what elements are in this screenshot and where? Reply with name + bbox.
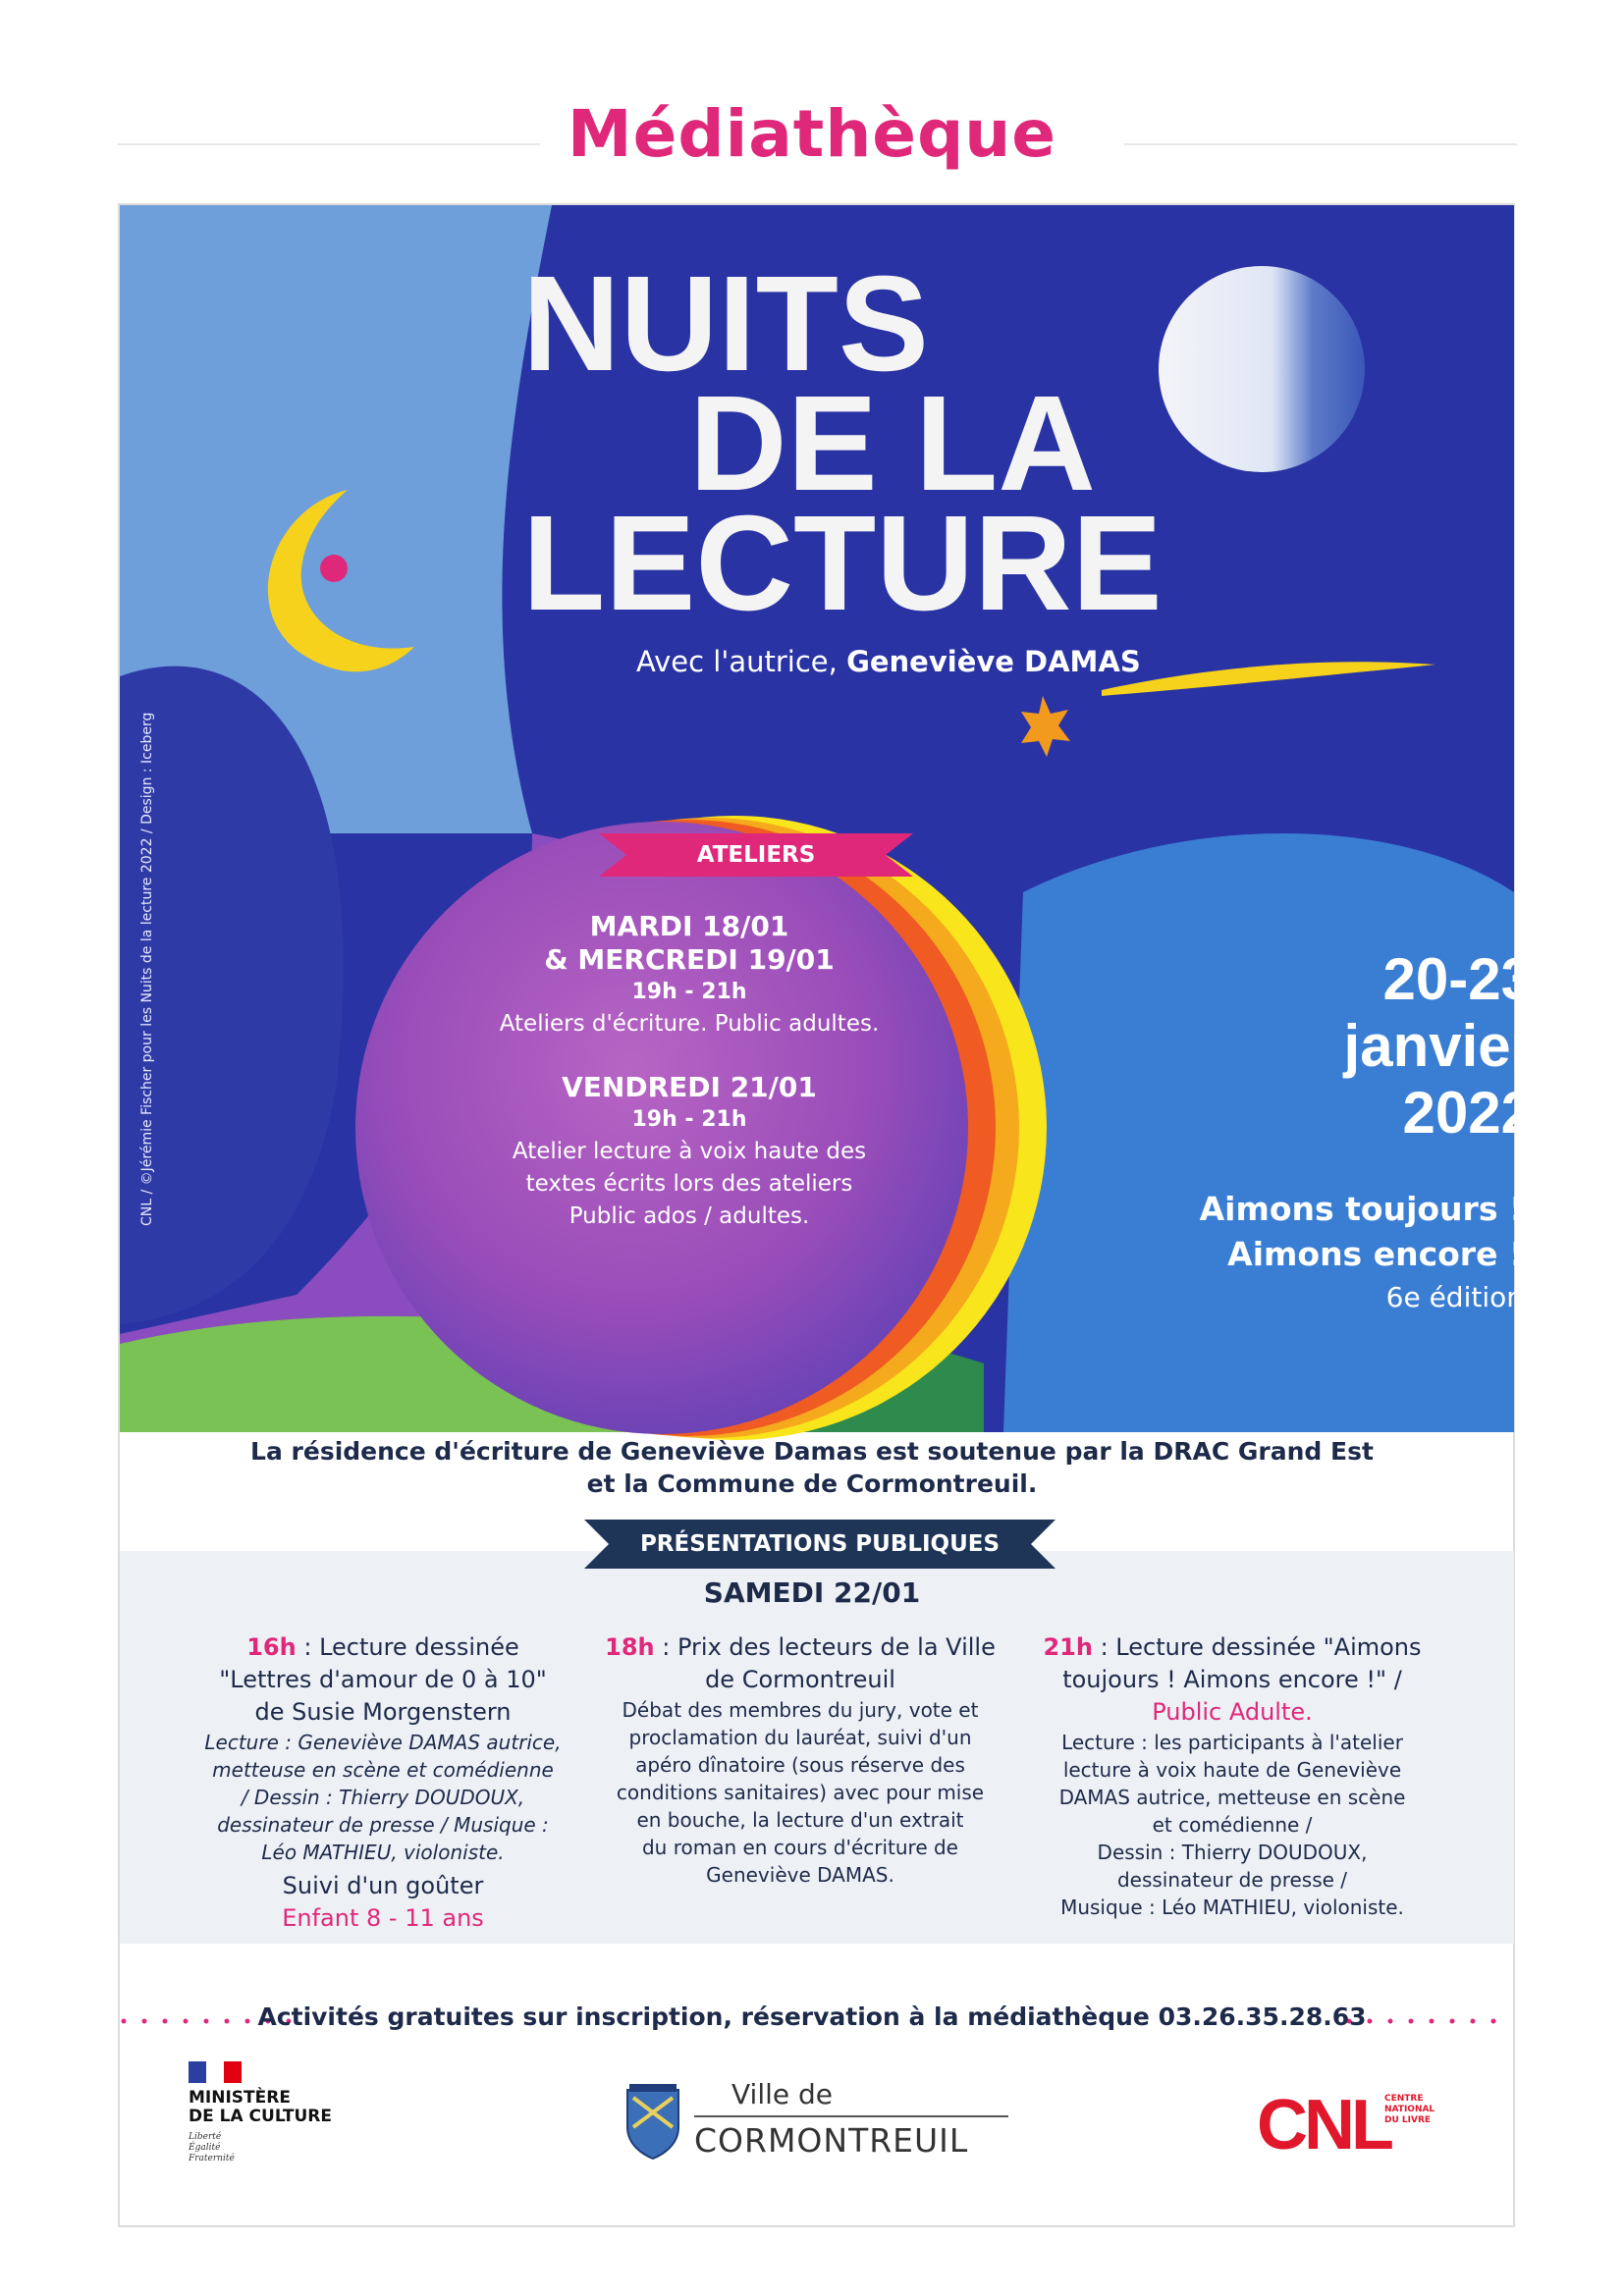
presentations-tag (584, 1520, 1056, 1569)
ville-label-2: CORMONTREUIL (694, 2121, 969, 2160)
session-21h-detail-4: et comédienne / (1152, 1813, 1313, 1837)
session-16h-detail-4: dessinateur de presse / Musique : (217, 1813, 549, 1837)
session-21h-title-1: : Lecture dessinée "Aimons (1092, 1633, 1422, 1661)
ville-cormontreuil-logo (623, 2076, 1016, 2174)
cnl-sub-3: DU LIVRE (1384, 2115, 1432, 2125)
ville-label-1: Ville de (731, 2078, 834, 2110)
session-18h-detail-4: conditions sanitaires) avec pour mise (616, 1781, 985, 1804)
ministere-line-1: MINISTÈRE (189, 2088, 291, 2108)
image-credit: CNL / ©Jérémie Fischer pour les Nuits de la lecture 2022 / Design : Iceberg (139, 712, 155, 1226)
ministere-culture-logo (187, 2061, 403, 2179)
session-21h (1031, 1631, 1434, 1921)
session-18h-title-1: : Prix des lecteurs de la Ville (654, 1633, 996, 1661)
headline-line-3: LECTURE (522, 488, 1163, 639)
edition-label: 6e édition (1385, 1281, 1524, 1313)
poster-headline (522, 248, 1308, 639)
author-line (636, 645, 1141, 678)
support-line-1: La résidence d'écriture de Geneviève Damas est soutenue par la DRAC Grand Est (250, 1437, 1374, 1466)
ateliers-tag: ATELIERS (696, 842, 816, 868)
atelier-1-desc: Ateliers d'écriture. Public adultes. (499, 1011, 880, 1037)
session-21h-detail-2: lecture à voix haute de Geneviève (1062, 1758, 1402, 1782)
session-16h-detail-3: / Dessin : Thierry DOUDOUX, (241, 1786, 525, 1809)
session-21h-detail-5: Dessin : Thierry DOUDOUX, (1097, 1841, 1368, 1864)
author-name: Geneviève DAMAS (846, 645, 1141, 678)
session-16h-detail-2: metteuse en scène et comédienne (212, 1758, 554, 1782)
session-16h-title-3: de Susie Morgenstern (254, 1698, 512, 1726)
support-text (0, 1435, 1624, 1500)
devise-3: Fraternité (189, 2154, 235, 2163)
atelier-2-day: VENDREDI 21/01 (562, 1071, 817, 1103)
support-line-2: et la Commune de Cormontreuil. (586, 1469, 1038, 1498)
session-21h-detail-7: Musique : Léo MATHIEU, violoniste. (1060, 1896, 1404, 1919)
marianne-flag-icon (189, 2061, 244, 2083)
title-rule-left (118, 143, 540, 145)
atelier-2-desc-1: Atelier lecture à voix haute des (512, 1139, 867, 1164)
devise-2: Égalité (189, 2143, 221, 2153)
slogan (1111, 1187, 1524, 1277)
session-18h-time: 18h (605, 1633, 655, 1661)
poster (120, 205, 1534, 1432)
session-16h-audience: Enfant 8 - 11 ans (282, 1904, 484, 1932)
session-18h-detail-5: en bouche, la lecture d'un extrait (636, 1808, 964, 1832)
devise-1: Liberté (189, 2132, 222, 2142)
city-shield-icon (623, 2084, 682, 2163)
session-16h (167, 1631, 599, 1935)
atelier-block-2 (444, 1071, 935, 1233)
slogan-line-2: Aimons encore ! (1227, 1235, 1524, 1273)
author-prefix: Avec l'autrice, (636, 645, 847, 678)
session-16h-title-1: : Lecture dessinée (296, 1633, 519, 1661)
session-18h-detail-6: du roman en cours d'écriture de (641, 1836, 958, 1859)
atelier-1-day: MARDI 18/01 (589, 910, 789, 942)
headline-line-2: DE LA (689, 368, 1096, 519)
presentations-tag-label: PRÉSENTATIONS PUBLIQUES (639, 1531, 1001, 1557)
session-21h-title-2: toujours ! Aimons encore !" / (1062, 1666, 1402, 1693)
atelier-block-1 (444, 910, 935, 1041)
session-16h-extra: Suivi d'un goûter (282, 1872, 484, 1899)
session-16h-detail-1: Lecture : Geneviève DAMAS autrice, (204, 1731, 562, 1754)
headline-line-1: NUITS (522, 248, 929, 400)
cnl-sub-2: NATIONAL (1384, 2105, 1435, 2114)
session-18h-detail-3: apéro dînatoire (sous réserve des (635, 1753, 965, 1777)
session-18h-title-2: de Cormontreuil (705, 1666, 895, 1693)
dates-month: janvier (1343, 1013, 1534, 1079)
pink-dot (320, 555, 348, 582)
cnl-mark: CNL (1257, 2086, 1390, 2164)
session-18h-detail-2: proclamation du lauréat, suivi d'un (628, 1726, 972, 1749)
dates-range: 20-23 (1382, 946, 1534, 1012)
atelier-2-desc-2: textes écrits lors des ateliers (525, 1171, 853, 1197)
atelier-1-time: 19h - 21h (631, 980, 747, 1004)
presentations-day: SAMEDI 22/01 (703, 1576, 921, 1609)
title-rule-right (1124, 143, 1517, 145)
session-21h-time: 21h (1043, 1633, 1093, 1661)
page-title: Médiathèque (567, 96, 1057, 172)
ministere-line-2: DE LA CULTURE (189, 2107, 332, 2126)
atelier-1-day2: & MERCREDI 19/01 (544, 943, 835, 976)
ville-rule (694, 2115, 1008, 2117)
session-21h-detail-6: dessinateur de presse / (1116, 1868, 1348, 1892)
atelier-2-desc-3: Public ados / adultes. (568, 1203, 810, 1229)
session-18h-detail-7: Geneviève DAMAS. (706, 1863, 894, 1887)
slogan-line-1: Aimons toujours ! (1199, 1190, 1524, 1228)
cnl-logo (1257, 2086, 1453, 2174)
session-16h-title-2: "Lettres d'amour de 0 à 10" (219, 1666, 547, 1693)
event-dates (1141, 946, 1534, 1147)
session-18h-detail-1: Débat des membres du jury, vote et (622, 1698, 979, 1722)
session-18h (589, 1631, 1011, 1889)
session-21h-detail-1: Lecture : les participants à l'atelier (1061, 1731, 1403, 1754)
footer-note: Activités gratuites sur inscription, réservation à la médiathèque 03.26.35.28.63 (257, 2002, 1367, 2031)
session-16h-detail-5: Léo MATHIEU, violoniste. (261, 1841, 505, 1864)
session-21h-audience: Public Adulte. (1152, 1698, 1313, 1726)
dates-year: 2022 (1402, 1080, 1534, 1146)
session-16h-time: 16h (246, 1633, 297, 1661)
atelier-2-time: 19h - 21h (631, 1107, 747, 1132)
session-21h-detail-3: DAMAS autrice, metteuse en scène (1058, 1786, 1406, 1809)
cnl-sub-1: CENTRE (1384, 2094, 1424, 2104)
